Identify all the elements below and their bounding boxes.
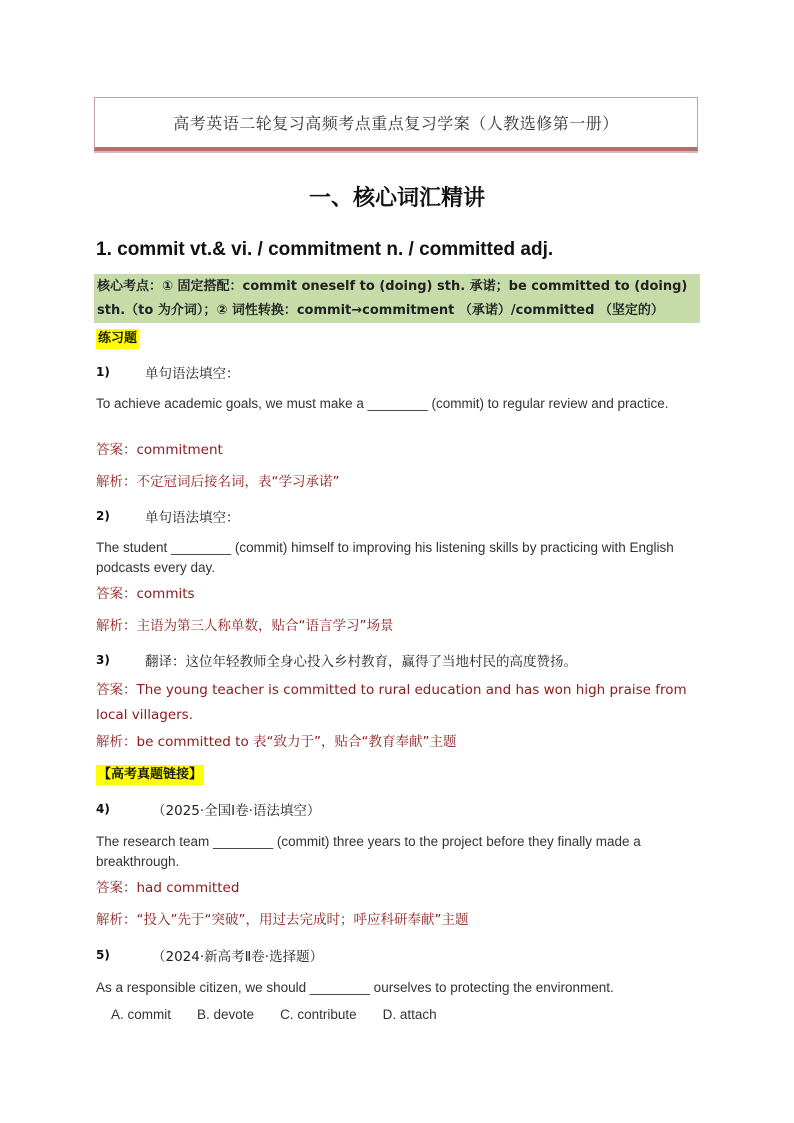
key-points-line-2: sth.（to 为介词）；② 词性转换：commit→commitment （承诺）/committed （坚定的） [97,303,664,318]
document-title-box [94,97,698,151]
analysis-text: “投入”先于“突破”，用过去完成时；呼应科研奉献”主题 [136,912,469,928]
analysis-label: 解析： [96,734,137,750]
question-type: 单句语法填空： [145,366,240,382]
answer-label: 答案： [96,442,137,458]
question-number: 2) [96,509,110,523]
key-points-box [94,274,700,323]
analysis-line [96,730,702,755]
question-source: （2024·新高考Ⅱ卷·选择题） [152,949,324,965]
analysis-line [96,908,702,933]
answer-line [96,438,702,463]
question-number: 4) [96,802,110,816]
analysis-label: 解析： [96,912,137,928]
answer-line [96,678,702,728]
question-text: To achieve academic goals, we must make a ________ (commit) to regular review and practice. [96,396,669,411]
analysis-text: 不定冠词后接名词，表“学习承诺” [136,474,340,490]
practice-tag: 练习题 [96,329,139,349]
option-b: B. devote [197,1007,255,1022]
answer-label: 答案： [96,586,137,602]
analysis-line [96,614,702,639]
option-c: C. contribute [280,1007,357,1022]
answer-label: 答案： [96,682,137,698]
answer-text: commits [136,586,195,602]
analysis-label: 解析： [96,618,137,634]
analysis-line [96,470,702,495]
answer-label: 答案： [96,880,137,896]
analysis-label: 解析： [96,474,137,490]
question-type: 翻译：这位年轻教师全身心投入乡村教育，赢得了当地村民的高度赞扬。 [145,654,577,670]
question-source: （2025·全国Ⅰ卷·语法填空） [152,803,321,819]
question-number: 1) [96,365,110,379]
analysis-text: 主语为第三人称单数，贴合“语言学习”场景 [136,618,394,634]
analysis-text: be committed to 表“致力于”，贴合“教育奉献”主题 [136,734,457,750]
answer-line [96,876,702,901]
answer-line [96,582,702,607]
options-row [111,1007,463,1022]
question-number: 3) [96,653,110,667]
answer-text: had committed [136,880,240,896]
key-points-line-1: 核心考点：① 固定搭配：commit oneself to (doing) sth. 承诺；be committed to (doing) [97,279,688,294]
option-a: A. commit [111,1007,172,1022]
document-title: 高考英语二轮复习高频考点重点复习学案（人教选修第一册） [173,114,619,133]
answer-text: The young teacher is committed to rural education and has won high praise from local villagers. [96,682,687,723]
question-text: The student ________ (commit) himself to improving his listening skills by practicing with English podcasts every day. [96,540,674,575]
word-heading: 1. commit vt.& vi. / commitment n. / committed adj. [96,239,554,260]
option-d: D. attach [382,1007,437,1022]
question-text: As a responsible citizen, we should ________ ourselves to protecting the environment. [96,980,614,995]
question-number: 5) [96,948,110,962]
section-title: 一、核心词汇精讲 [308,186,485,211]
gaokao-tag: 【高考真题链接】 [96,765,204,785]
answer-text: commitment [136,442,223,458]
question-text: The research team ________ (commit) three years to the project before they finally made a breakthrough. [96,834,641,869]
question-type: 单句语法填空： [145,510,240,526]
